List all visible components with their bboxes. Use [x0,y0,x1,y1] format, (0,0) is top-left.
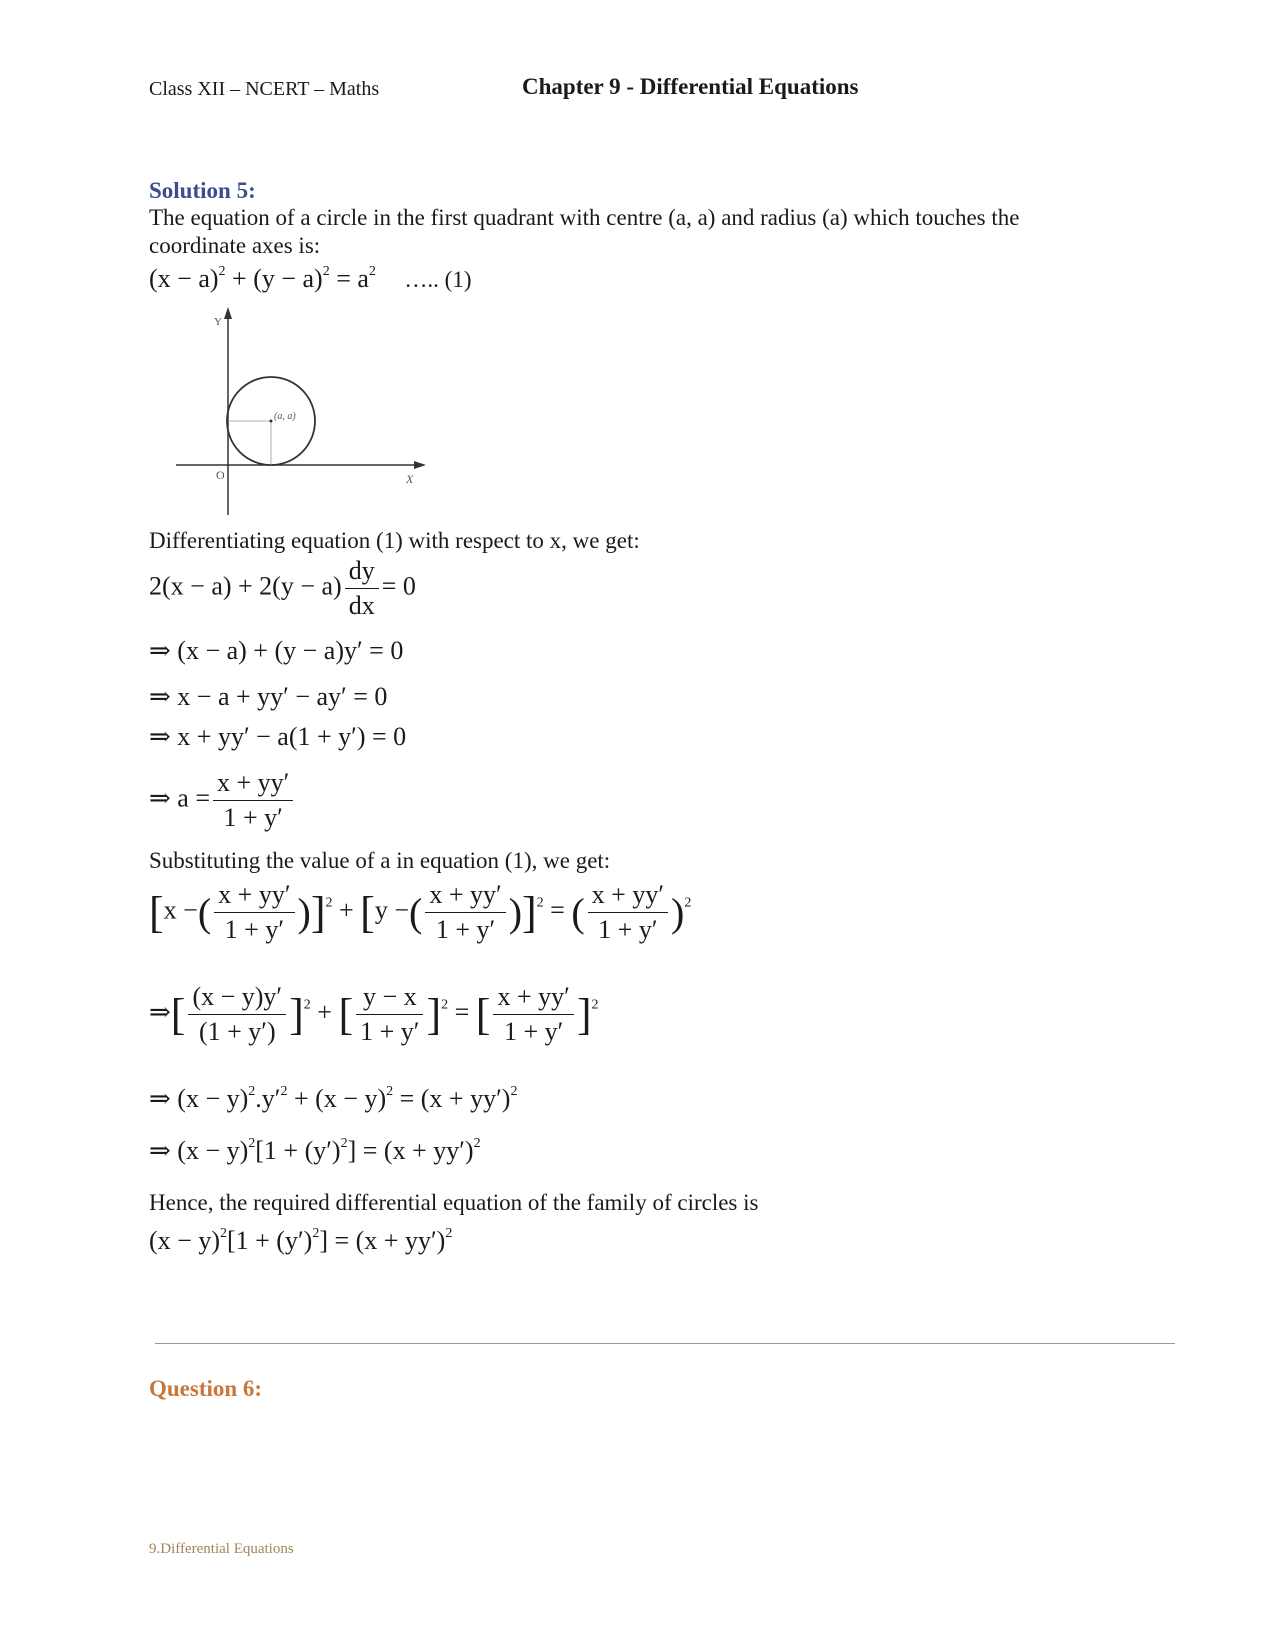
solution-intro: The equation of a circle in the first quadrant with centre (a, a) and radius (a) which touches the [149,205,1020,230]
step-equation-1: ⇒ (x − a) + (y − a)y′ = 0 [149,636,404,665]
question-heading: Question 6: [149,1376,263,1401]
derivative-equation: 2(x − a) + 2(y − a) $\frac{dy}{dx}$ = 0 [149,556,416,620]
centre-label: (a, a) [274,411,296,422]
x-axis-arrow [414,461,426,469]
y-axis-label: Y [214,316,222,328]
differentiating-text: Differentiating equation (1) with respect to x, we get: [149,528,640,553]
header-class-label: Class XII – NCERT – Maths [149,78,380,100]
centre-point [270,420,273,423]
conclusion-text: Hence, the required differential equation of the family of circles is [149,1190,759,1215]
equation-tag: ….. (1) [404,267,472,292]
solution-heading: Solution 5: [149,178,256,203]
step-equation-2: ⇒ x − a + yy′ − ay′ = 0 [149,682,388,711]
x-axis-label: X [406,472,414,486]
step-equation-4: ⇒ a = $\frac{x + yy'}{1 + y'}$ [149,768,296,833]
substitution-equation: [x −( $\frac{x + yy'}{1 + y'}$ )]$^2$ + [y −( $\frac{x + yy'}{1 + y'}$ )]$^2$ = ( $\frac{x + yy'}{1 + y'}$ )$^2$ [149,880,692,944]
header-chapter-title: Chapter 9 - Differential Equations [522,74,859,99]
y-axis-arrow [224,307,232,319]
step-equation-6: ⇒ $(x - y)^2[1 + (y')^2] = (x + yy')^2$ [149,1136,481,1165]
section-divider [155,1343,1175,1344]
substituting-text: Substituting the value of a in equation (1), we get: [149,848,611,873]
circle-figure [170,305,440,520]
step-equation-3: ⇒ x + yy′ − a(1 + y′) = 0 [149,722,407,751]
page-footer: 9.Differential Equations [149,1541,294,1557]
origin-label: O [216,468,225,482]
final-equation: $(x - y)^2[1 + (y')^2] = (x + yy')^2$ [149,1226,453,1255]
equation-1: $(x - a)^2 + (y - a)^2 = a^2$ ….. (1) [149,264,472,293]
solution-intro-continued: coordinate axes is: [149,233,321,258]
simplified-equation: ⇒[ $\frac{(x - y)y'}{(1 + y')}$ ]$^2$ + [ $\frac{y - x}{1 + y'}$ ]$^2$ = [ $\frac{x + yy'}{1 + y'}$ ]$^2$ [149,982,599,1046]
step-equation-5: ⇒ $(x - y)^2.y'^2 + (x - y)^2 = (x + yy')^2$ [149,1084,518,1113]
